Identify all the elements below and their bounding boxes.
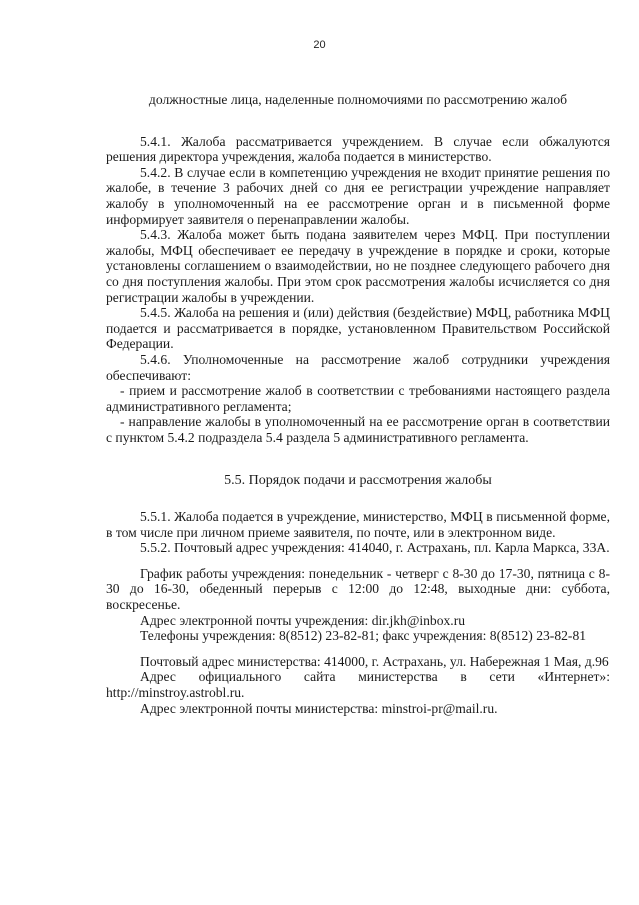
ministry-address-paragraph: Почтовый адрес министерства: 414000, г. Астрахань, ул. Набережная 1 Мая, д.96 <box>140 653 609 669</box>
paragraph-5-4-5: 5.4.5. Жалоба на решения и (или) действия (бездействие) МФЦ, работника МФЦ подается и рассматривается в порядке, установленном Правительством Российской Федерации. <box>106 305 610 352</box>
document-body <box>106 92 610 716</box>
email-paragraph: Адрес электронной почты учреждения: dir.jkh@inbox.ru <box>140 612 466 628</box>
paragraph-5-5-1: 5.5.1. Жалоба подается в учреждение, министерство, МФЦ в письменной форме, в том числе при личном приеме заявителя, по почте, или в электронном виде. <box>106 509 610 540</box>
paragraph-5-4-2: 5.4.2. В случае если в компетенцию учреждения не входит принятие решения по жалобе, в течение 3 рабочих дней со дня ее регистрации учреждение направляет жалобу в уполномоченный на ее рассмотрение орган и в письменной форме информирует заявителя о перенаправлении жалобы. <box>106 164 610 227</box>
paragraph-5-4-1: 5.4.1. Жалоба рассматривается учреждением. В случае если обжалуются решения директора учреждения, жалоба подается в министерство. <box>106 133 610 165</box>
lead-line: должностные лица, наделенные полномочиями по рассмотрению жалоб <box>148 92 568 107</box>
phones-paragraph: Телефоны учреждения: 8(8512) 23-82-81; факс учреждения: 8(8512) 23-82-81 <box>140 628 587 644</box>
paragraph-5-4-6: 5.4.6. Уполномоченные на рассмотрение жалоб сотрудники учреждения обеспечивают: <box>106 351 610 383</box>
section-title: 5.5. Порядок подачи и рассмотрения жалобы <box>224 473 492 489</box>
page-number: 20 <box>313 39 326 51</box>
ministry-site-paragraph: Адрес официального сайта министерства в сети «Интернет»: http://minstroy.astrobl.ru. <box>106 669 610 700</box>
list-item: - прием и рассмотрение жалоб в соответствии с требованиями настоящего раздела административного регламента; <box>106 383 610 414</box>
schedule-paragraph: График работы учреждения: понедельник - четверг с 8-30 до 17-30, пятница с 8-30 до 16-30, обеденный перерыв с 12:00 до 12:48, выходные дни: суббота, воскресенье. <box>106 565 610 613</box>
paragraph-5-5-2: 5.5.2. Почтовый адрес учреждения: 414040, г. Астрахань, пл. Карла Маркса, 33А. <box>140 540 610 556</box>
paragraph-5-4-3: 5.4.3. Жалоба может быть подана заявителем через МФЦ. При поступлении жалобы, МФЦ обеспечивает ее передачу в учреждение в порядке и сроки, которые установлены соглашением о взаимодействии, но не позднее следующего рабочего дня со дня поступления жалобы. При этом срок рассмотрения жалобы исчисляется со дня регистрации жалобы в учреждении. <box>106 227 610 305</box>
list-item: - направление жалобы в уполномоченный на ее рассмотрение орган в соответствии с пунктом 5.4.2 подраздела 5.4 раздела 5 административного регламента. <box>106 414 610 445</box>
ministry-email-paragraph: Адрес электронной почты министерства: minstroi-pr@mail.ru. <box>140 700 498 716</box>
